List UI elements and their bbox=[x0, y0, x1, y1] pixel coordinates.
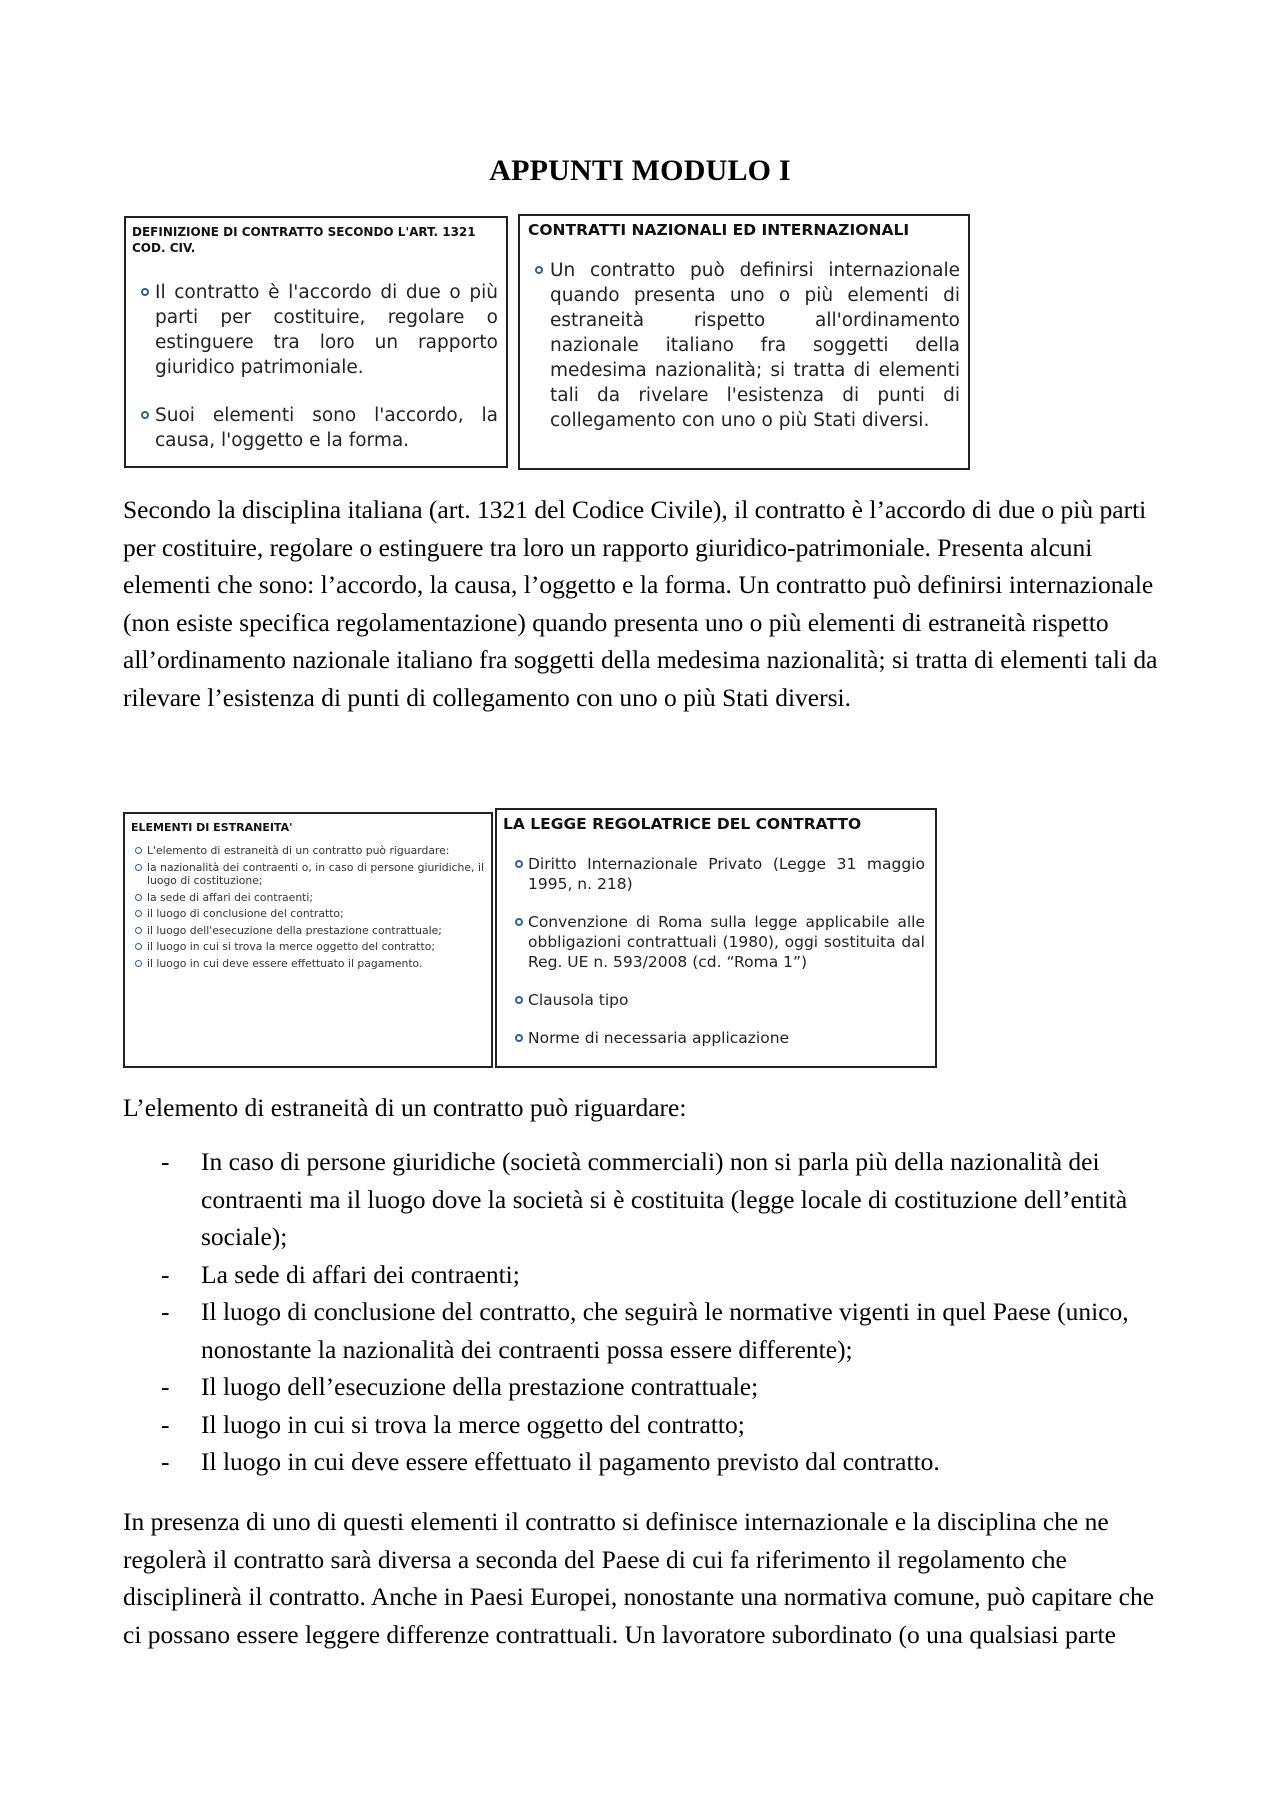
bullet-icon bbox=[135, 960, 142, 967]
dash-marker: - bbox=[161, 1297, 170, 1326]
slide-list-item: Convenzione di Roma sulla legge applicabile alle obbligazioni contrattuali (1980), oggi sostituita dal Reg. UE n. 593/2008 (cd. “Roma 1”) bbox=[515, 912, 925, 972]
list-item: - Il luogo di conclusione del contratto, che seguirà le normative vigenti in quel Paese (unico, nonostante la nazionalità dei contraenti possa essere differente); bbox=[123, 1293, 1163, 1368]
bullet-icon bbox=[141, 288, 149, 296]
slide-list-item: Il contratto è l'accordo di due o più parti per costituire, regolare o estinguere tra loro un rapporto giuridico patrimoniale. bbox=[141, 280, 498, 380]
list-item: - Il luogo in cui deve essere effettuato il pagamento previsto dal contratto. bbox=[123, 1443, 1163, 1481]
slide-list-item: Suoi elementi sono l'accordo, la causa, l'oggetto e la forma. bbox=[141, 403, 498, 453]
dash-marker: - bbox=[161, 1409, 170, 1439]
list-item: - In caso di persone giuridiche (società commerciali) non si parla più della nazionalità dei contraenti ma il luogo dove la società si è costituita (legge locale di costituzione dell’entità sociale); bbox=[123, 1143, 1163, 1256]
bullet-icon bbox=[135, 847, 142, 854]
body-paragraph: In presenza di uno di questi elementi il contratto si definisce internazionale e la disciplina che ne regolerà il contratto sarà diversa a seconda del Paese di cui fa riferimento il regolamento che disciplinerà il contratto. Anche in Paesi Europei, nonostante una normativa comune, può capitare che ci possano essere leggere differenze contrattuali. Un lavoratore subordinato (o una qualsiasi parte bbox=[123, 1507, 1155, 1649]
definition-slide bbox=[124, 216, 508, 468]
foreign-elements-heading: ELEMENTI DI ESTRANEITA' bbox=[131, 821, 293, 834]
foreign-elements-list bbox=[125, 835, 491, 970]
slide-list-item: il luogo in cui deve essere effettuato il pagamento. bbox=[135, 957, 484, 971]
foreign-elements-slide bbox=[123, 812, 493, 1068]
slide-list-item: Norme di necessaria applicazione bbox=[515, 1028, 925, 1048]
governing-law-list bbox=[497, 834, 935, 1048]
bullet-icon bbox=[515, 996, 523, 1004]
list-item: - La sede di affari dei contraenti; bbox=[123, 1256, 1163, 1294]
list-item: - Il luogo in cui si trova la merce oggetto del contratto; bbox=[123, 1406, 1163, 1444]
bullet-icon bbox=[135, 894, 142, 901]
slide-list-item: Un contratto può definirsi internazionale quando presenta uno o più elementi di estraneità rispetto all'ordinamento nazionale italiano fra soggetti della medesima nazionalità; si tratta di elementi tali da rivelare l'esistenza di punti di collegamento con uno o più Stati diversi. bbox=[535, 258, 960, 433]
definition-slide-list bbox=[126, 256, 506, 453]
slide-list-item: la nazionalità dei contraenti o, in caso di persone giuridiche, il luogo di costituzione; bbox=[135, 861, 484, 888]
bullet-icon bbox=[535, 266, 543, 274]
bullet-icon bbox=[515, 860, 523, 868]
body-paragraph: L’elemento di estraneità di un contratto può riguardare: bbox=[123, 1093, 687, 1122]
bullet-icon bbox=[515, 918, 523, 926]
slide-list-item: L'elemento di estraneità di un contratto può riguardare: bbox=[135, 844, 484, 858]
bullet-icon bbox=[135, 943, 142, 950]
bullet-icon bbox=[515, 1034, 523, 1042]
governing-law-slide bbox=[495, 808, 937, 1068]
international-contracts-heading: CONTRATTI NAZIONALI ED INTERNAZIONALI bbox=[528, 221, 910, 239]
slide-list-item: il luogo di conclusione del contratto; bbox=[135, 907, 484, 921]
international-contracts-slide bbox=[518, 214, 970, 470]
international-contracts-list bbox=[520, 240, 968, 433]
bullet-icon bbox=[141, 411, 149, 419]
definition-slide-heading: DEFINIZIONE DI CONTRATTO SECONDO L'ART. 1321 COD. CIV. bbox=[132, 225, 476, 255]
list-item: - Il luogo dell’esecuzione della prestazione contrattuale; bbox=[123, 1368, 1163, 1406]
slide-list-item: Clausola tipo bbox=[515, 990, 925, 1010]
dash-marker: - bbox=[161, 1259, 170, 1289]
slide-list-item: il luogo dell'esecuzione della prestazione contrattuale; bbox=[135, 924, 484, 938]
slide-list-item: il luogo in cui si trova la merce oggetto del contratto; bbox=[135, 940, 484, 954]
bullet-icon bbox=[135, 864, 142, 871]
dash-marker: - bbox=[161, 1372, 170, 1401]
bullet-icon bbox=[135, 927, 142, 934]
slide-list-item: la sede di affari dei contraenti; bbox=[135, 891, 484, 905]
dash-marker: - bbox=[161, 1447, 170, 1476]
slide-list-item: Diritto Internazionale Privato (Legge 31 maggio 1995, n. 218) bbox=[515, 854, 925, 894]
dash-marker: - bbox=[161, 1147, 170, 1176]
foreign-elements-dash-list bbox=[123, 1143, 1163, 1481]
governing-law-heading: LA LEGGE REGOLATRICE DEL CONTRATTO bbox=[503, 815, 862, 833]
body-paragraph: Secondo la disciplina italiana (art. 1321 del Codice Civile), il contratto è l’accordo di due o più parti per costituire, regolare o estinguere tra loro un rapporto giuridico-patrimoniale. Presenta alcuni elementi che sono: l’accordo, la causa, l’oggetto e la forma. Un contratto può definirsi internazionale (non esiste specifica regolamentazione) quando presenta uno o più elementi di estraneità rispetto all’ordinamento nazionale italiano fra soggetti della medesima nazionalità; si tratta di elementi tali da rilevare l’esistenza di punti di collegamento con uno o più Stati diversi. bbox=[123, 495, 1158, 712]
page-title: APPUNTI MODULO I bbox=[489, 154, 791, 187]
bullet-icon bbox=[135, 910, 142, 917]
